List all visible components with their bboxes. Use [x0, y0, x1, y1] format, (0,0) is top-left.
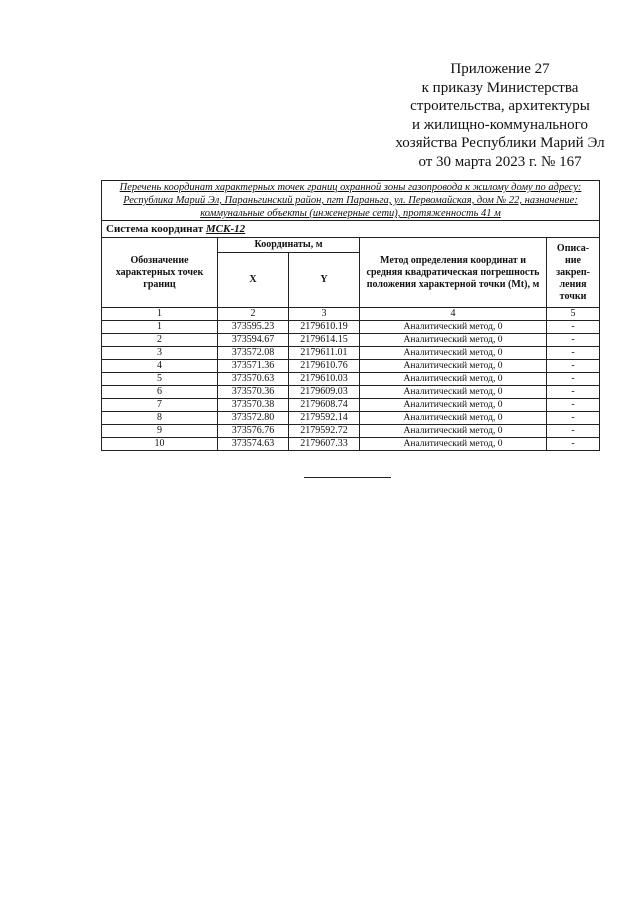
x-cell: 373594.67 [218, 334, 289, 347]
annex-line: к приказу Министерства [421, 79, 579, 96]
header-y: Y [289, 253, 360, 308]
description-cell: - [547, 334, 600, 347]
y-cell: 2179592.72 [289, 425, 360, 438]
y-cell: 2179610.19 [289, 321, 360, 334]
method-cell: Аналитический метод, 0 [360, 399, 547, 412]
header-method: Метод определения координат и средняя квадратическая погрешность положения характерной точки (Mt), м [360, 238, 547, 308]
description-cell: - [547, 360, 600, 373]
point-number-cell: 2 [102, 334, 218, 347]
coord-system-label: Система координат [106, 223, 204, 235]
x-cell: 373572.80 [218, 412, 289, 425]
x-cell: 373570.63 [218, 373, 289, 386]
annex-line: строительства, архитектуры [410, 98, 590, 115]
column-number: 2 [218, 308, 289, 321]
description-cell: - [547, 386, 600, 399]
description-cell: - [547, 438, 600, 451]
method-cell: Аналитический метод, 0 [360, 425, 547, 438]
column-numbers-row [102, 308, 600, 321]
column-number: 5 [547, 308, 600, 321]
point-number-cell: 10 [102, 438, 218, 451]
description-cell: - [547, 399, 600, 412]
x-cell: 373595.23 [218, 321, 289, 334]
point-number-cell: 5 [102, 373, 218, 386]
header-coordinates: Координаты, м [218, 238, 360, 253]
table-title-row [102, 181, 600, 221]
column-number: 4 [360, 308, 547, 321]
header-x: X [218, 253, 289, 308]
y-cell: 2179610.03 [289, 373, 360, 386]
x-cell: 373570.38 [218, 399, 289, 412]
table-row [102, 334, 600, 347]
annex-line: и жилищно-коммунального [412, 116, 588, 133]
y-cell: 2179611.01 [289, 347, 360, 360]
table-row [102, 399, 600, 412]
annex-line: Приложение 27 [450, 61, 550, 77]
annex-line: от 30 марта 2023 г. № 167 [418, 153, 582, 170]
x-cell: 373571.36 [218, 360, 289, 373]
description-cell: - [547, 347, 600, 360]
method-cell: Аналитический метод, 0 [360, 347, 547, 360]
point-number-cell: 6 [102, 386, 218, 399]
table-row [102, 412, 600, 425]
point-number-cell: 9 [102, 425, 218, 438]
x-cell: 373572.08 [218, 347, 289, 360]
table-title: Перечень координат характерных точек границ охранной зоны газопровода к жилому дому по адресу: Республика Марий Эл, Параньгинский район, пгт Параньга, ул. Первомайская, дом № 22, назначение: коммунальные объекты (инженерные сети), протяженность 41 м [102, 181, 600, 221]
coordinates-table [101, 180, 600, 451]
table-row [102, 347, 600, 360]
coord-system-value: МСК-12 [205, 223, 246, 235]
annex-header [390, 60, 610, 172]
description-cell: - [547, 321, 600, 334]
method-cell: Аналитический метод, 0 [360, 373, 547, 386]
x-cell: 373574.63 [218, 438, 289, 451]
method-cell: Аналитический метод, 0 [360, 386, 547, 399]
y-cell: 2179607.33 [289, 438, 360, 451]
header-row-1 [102, 238, 600, 253]
table-row [102, 438, 600, 451]
point-number-cell: 4 [102, 360, 218, 373]
y-cell: 2179592.14 [289, 412, 360, 425]
x-cell: 373576.76 [218, 425, 289, 438]
coord-system [102, 221, 600, 238]
closing-rule [304, 477, 391, 478]
table-row [102, 360, 600, 373]
annex-line: хозяйства Республики Марий Эл [395, 135, 605, 152]
method-cell: Аналитический метод, 0 [360, 321, 547, 334]
point-number-cell: 8 [102, 412, 218, 425]
description-cell: - [547, 373, 600, 386]
y-cell: 2179610.76 [289, 360, 360, 373]
column-number: 3 [289, 308, 360, 321]
method-cell: Аналитический метод, 0 [360, 334, 547, 347]
table-row [102, 373, 600, 386]
point-number-cell: 3 [102, 347, 218, 360]
method-cell: Аналитический метод, 0 [360, 438, 547, 451]
header-point-designation: Обозначение характерных точек границ [102, 238, 218, 308]
y-cell: 2179609.03 [289, 386, 360, 399]
y-cell: 2179614.15 [289, 334, 360, 347]
point-number-cell: 1 [102, 321, 218, 334]
method-cell: Аналитический метод, 0 [360, 412, 547, 425]
method-cell: Аналитический метод, 0 [360, 360, 547, 373]
x-cell: 373570.36 [218, 386, 289, 399]
column-number: 1 [102, 308, 218, 321]
table-row [102, 321, 600, 334]
header-description: Описа-ние закреп-ления точки [547, 238, 600, 308]
table-row [102, 386, 600, 399]
description-cell: - [547, 412, 600, 425]
point-number-cell: 7 [102, 399, 218, 412]
table-row [102, 425, 600, 438]
description-cell: - [547, 425, 600, 438]
coord-system-row [102, 221, 600, 238]
y-cell: 2179608.74 [289, 399, 360, 412]
